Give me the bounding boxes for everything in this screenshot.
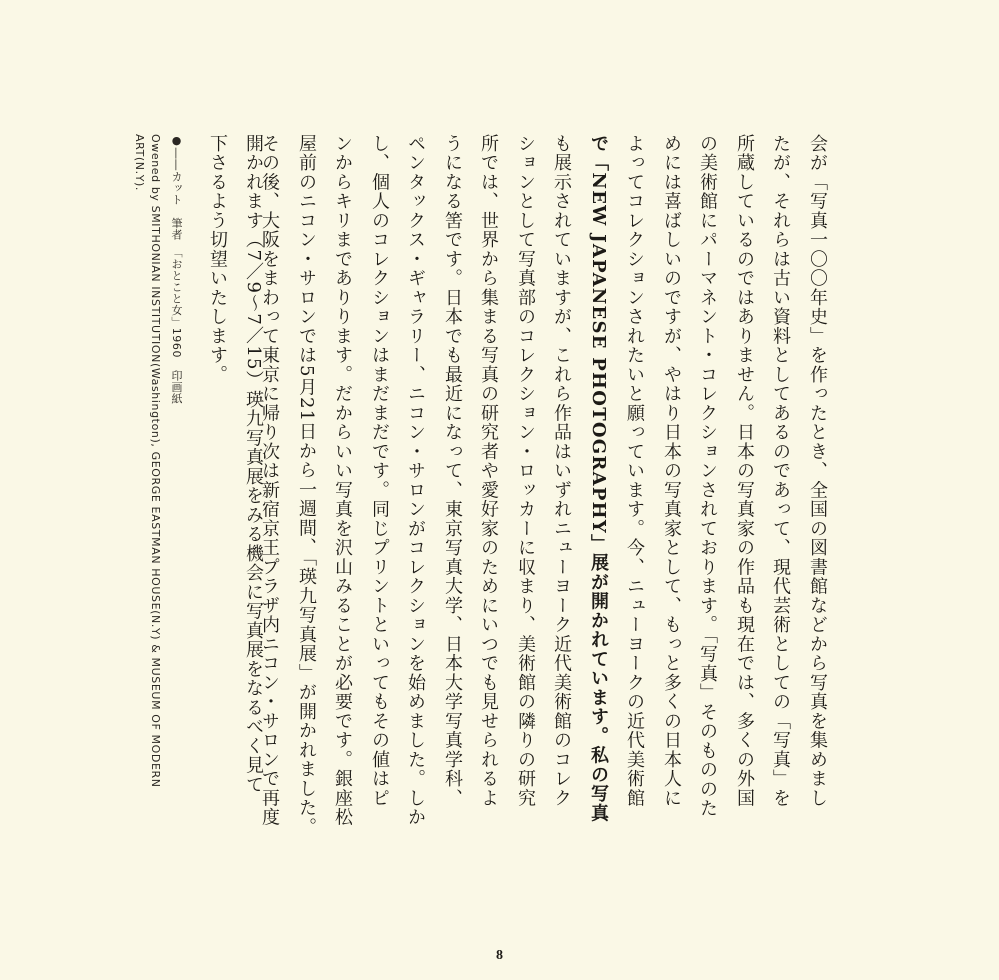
text-column-1: 会が「写真一〇〇年史」を作ったとき、全国の図書館などから写真を集めまし <box>807 134 828 808</box>
text-column-2: たが、それらは古い資料としてあるのであって、現代芸術としての「写真」を <box>770 134 791 808</box>
text-column-11: うになる筈です。日本でも最近になって、東京写真大学、日本大学写真学科、 <box>442 134 463 808</box>
photo-caption-line-3: ART(N.Y). <box>133 134 146 192</box>
text-column-14: ンからキリまでありります。だからいい写真を沢山みることが必要です。銀座松 <box>332 134 353 827</box>
text-column-15: 屋前のニコン・サロンでは5月21日から一週間、「瑛九写真展」が開かれました。 <box>296 134 317 837</box>
text-column-10: 所では、世界から集まる写真の研究者や愛好家のためにいつでも見せられるよ <box>478 134 499 808</box>
text-column-6: よってコレクションされたいと願っています。今、ニューヨークの近代美術館 <box>624 134 645 808</box>
text-column-16: その後、大阪をまわって東京に帰り次は新宿京王プラザ内ニコン・サロンで再度 <box>259 134 280 827</box>
text-column-17: 開かれます（7／9〜7／15）瑛九写真展をみる機会に写真展をなるべく見て <box>243 134 264 795</box>
text-column-5: めには喜ばしいのですが、やはり日本の写真家として、もっと多くの日本人に <box>661 134 682 808</box>
text-column-12: ペンタックス・ギャラリー、ニコン・サロンがコレクションを始めました。しか <box>405 134 426 827</box>
page-number: 8 <box>496 948 503 963</box>
photo-caption-line-1: ●――カット 筆者 「おとこと女」1960 印画紙 <box>170 134 183 405</box>
text-column-7: で「NEW JAPANESE PHOTOGRAPHY」展が開かれています。私の写真 <box>588 134 609 823</box>
photo-caption-line-2: Owened by SMITHONIAN INSTITUTION(Washington), GEORGE EASTMAN HOUSE(N.Y) & MUSEUM OF MODERN <box>149 134 162 788</box>
text-column-4: の美術館にパーマネント・コレクションされております。「写真」そのもののた <box>697 134 718 818</box>
text-column-13: し、個人のコレクションはまだまだです。同じプリントといってもその値はピ <box>369 134 390 808</box>
text-column-9: ションとして写真部のコレクション・ロッカーに収まり、美術館の隣りの研究 <box>515 134 536 808</box>
text-column-3: 所蔵しているのではありません。日本の写真家の作品も現在では、多くの外国 <box>734 134 755 808</box>
text-column-8: も展示されていますが、これら作品はいずれニューヨーク近代美術館のコレク <box>551 134 572 808</box>
text-column-18: 下さるよう切望いたします。 <box>207 134 228 385</box>
